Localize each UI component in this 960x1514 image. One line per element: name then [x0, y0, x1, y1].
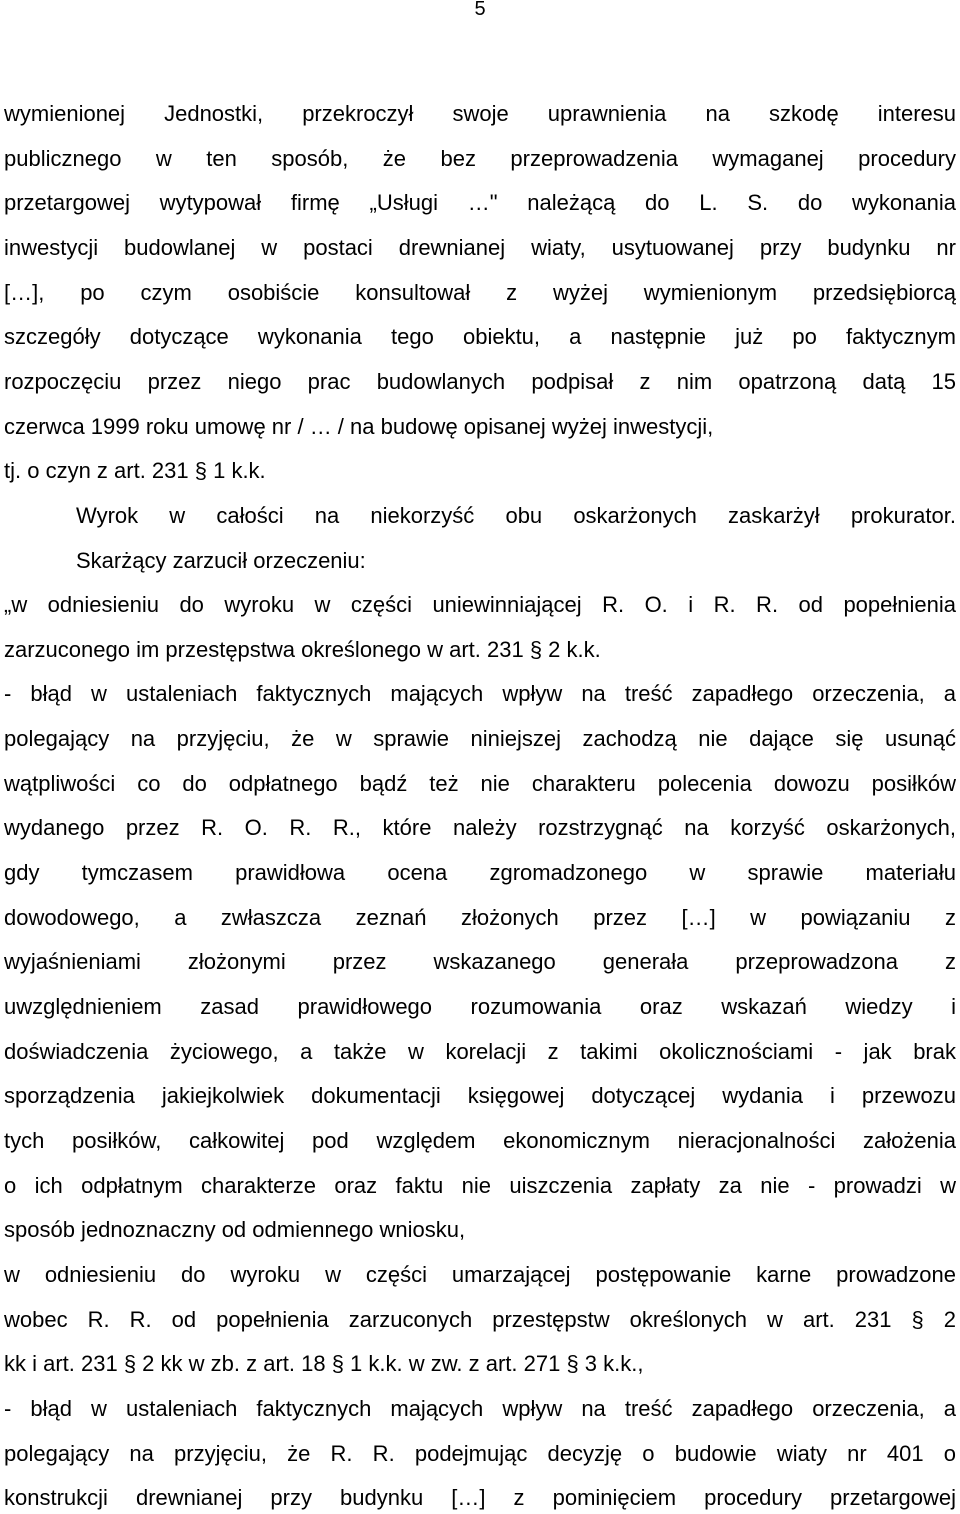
text-line: tych posiłków, całkowitej pod względem ekonomicznym nieracjonalności założenia [4, 1128, 956, 1153]
text-line: szczegóły dotyczące wykonania tego obiektu, a następnie już po faktycznym [4, 324, 956, 349]
text-line: „w odniesieniu do wyroku w części uniewinniającej R. O. i R. R. od popełnienia [4, 592, 956, 617]
text-line: polegający na przyjęciu, że R. R. podejmując decyzję o budowie wiaty nr 401 o [4, 1441, 956, 1466]
text-line: wyjaśnieniami złożonymi przez wskazanego generała przeprowadzona z [4, 949, 956, 974]
text-line: Skarżący zarzucił orzeczeniu: [76, 548, 366, 573]
text-line: wątpliwości co do odpłatnego bądź też nie charakteru polecenia dowozu posiłków [4, 771, 956, 796]
text-line: kk i art. 231 § 2 kk w zb. z art. 18 § 1 k.k. w zw. z art. 271 § 3 k.k., [4, 1351, 644, 1376]
text-line: - błąd w ustaleniach faktycznych mających wpływ na treść zapadłego orzeczenia, a [4, 1396, 956, 1421]
text-line: wymienionej Jednostki, przekroczył swoje uprawnienia na szkodę interesu [4, 101, 956, 126]
text-line: […], po czym osobiście konsultował z wyżej wymienionym przedsiębiorcą [4, 280, 956, 305]
text-line: Wyrok w całości na niekorzyść obu oskarżonych zaskarżył prokurator. [76, 503, 956, 528]
text-line: tj. o czyn z art. 231 § 1 k.k. [4, 458, 266, 483]
page-number: 5 [474, 0, 486, 20]
text-line: czerwca 1999 roku umowę nr / … / na budowę opisanej wyżej inwestycji, [4, 414, 714, 439]
text-line: w odniesieniu do wyroku w części umarzającej postępowanie karne prowadzone [4, 1262, 956, 1287]
text-line: wobec R. R. od popełnienia zarzuconych przestępstw określonych w art. 231 § 2 [4, 1307, 956, 1332]
text-line: - błąd w ustaleniach faktycznych mających wpływ na treść zapadłego orzeczenia, a [4, 681, 956, 706]
text-line: doświadczenia życiowego, a także w korelacji z takimi okolicznościami - jak brak [4, 1039, 956, 1064]
text-line: publicznego w ten sposób, że bez przeprowadzenia wymaganej procedury [4, 146, 956, 171]
text-line: polegający na przyjęciu, że w sprawie niniejszej zachodzą nie dające się usunąć [4, 726, 956, 751]
text-line: rozpoczęciu przez niego prac budowlanych podpisał z nim opatrzoną datą 15 [4, 369, 956, 394]
text-line: zarzuconego im przestępstwa określonego w art. 231 § 2 k.k. [4, 637, 601, 662]
text-line: sporządzenia jakiejkolwiek dokumentacji księgowej dotyczącej wydania i przewozu [4, 1083, 956, 1108]
text-line: przetargowej wytypował firmę „Usługi …" należącą do L. S. do wykonania [4, 190, 956, 215]
text-line: uwzględnieniem zasad prawidłowego rozumowania oraz wskazań wiedzy i [4, 994, 956, 1019]
text-line: sposób jednoznaczny od odmiennego wniosku, [4, 1217, 466, 1242]
text-line: konstrukcji drewnianej przy budynku […] z pominięciem procedury przetargowej [4, 1485, 956, 1510]
text-line: gdy tymczasem prawidłowa ocena zgromadzonego w sprawie materiału [4, 860, 956, 885]
text-line: inwestycji budowlanej w postaci drewnianej wiaty, usytuowanej przy budynku nr [4, 235, 956, 260]
text-line: dowodowego, a zwłaszcza zeznań złożonych przez […] w powiązaniu z [4, 905, 956, 930]
text-line: o ich odpłatnym charakterze oraz faktu nie uiszczenia zapłaty za nie - prowadzi w [4, 1173, 956, 1198]
text-line: wydanego przez R. O. R. R., które należy rozstrzygnąć na korzyść oskarżonych, [4, 815, 956, 840]
